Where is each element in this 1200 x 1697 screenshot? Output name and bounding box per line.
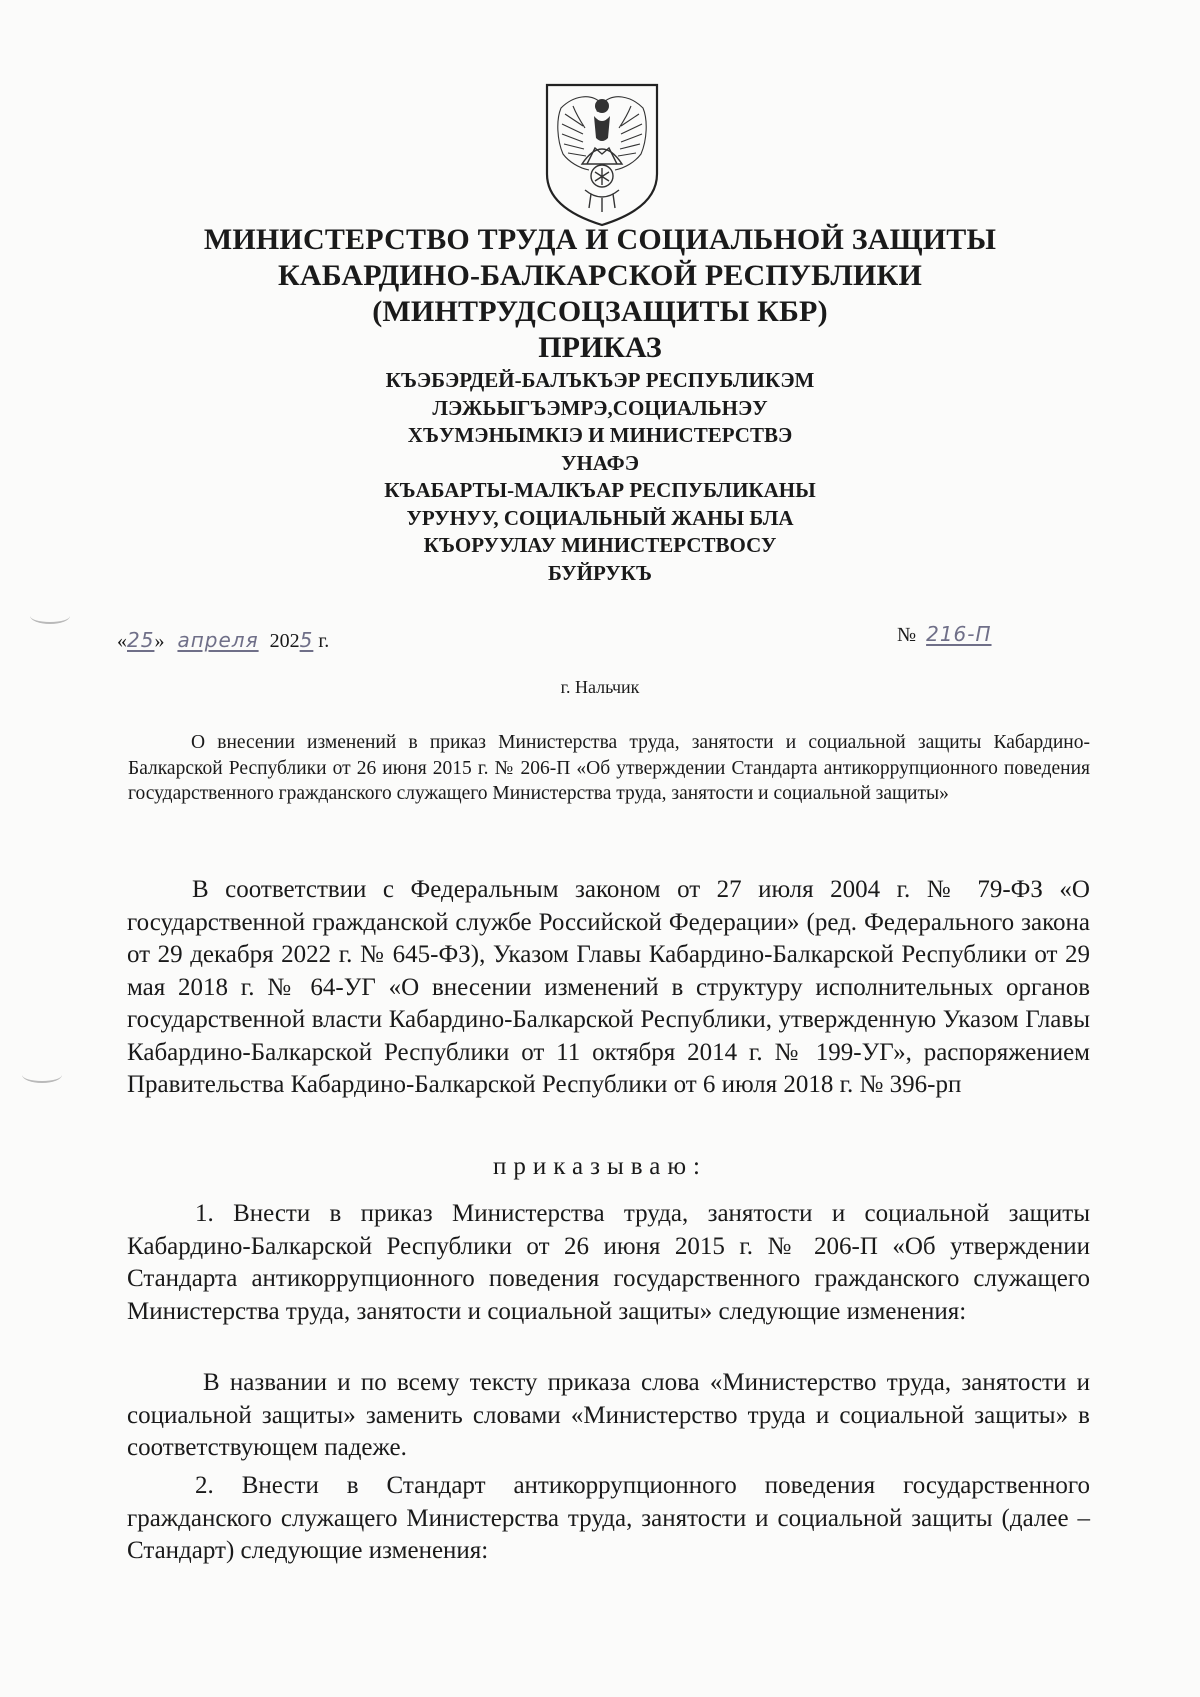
- paragraph-2: 2. Внести в Стандарт антикоррупционного поведения государственного гражданского служащего Министерства труда, занятости и социальной защиты (далее – Стандарт) следующие изменения:: [127, 1472, 1090, 1564]
- order-subject: О внесении изменений в приказ Министерства труда, занятости и социальной защиты Кабардино-Балкарской Республики от 26 июня 2015 г. № 206-П «Об утверждении Стандарта антикоррупционного поведения государственного гражданского служащего Министерства труда, занятости и социальной защиты»: [128, 732, 1090, 804]
- balkar-line-3: КЪОРУУЛАУ МИНИСТЕРСТВОСУ: [423, 533, 777, 557]
- coat-of-arms-icon: [543, 82, 661, 228]
- kabardian-line-2: ЛЭЖЬЫГЪЭМРЭ,СОЦИАЛЬНЭУ: [432, 395, 768, 420]
- balkar-line-2: УРУНУУ, СОЦИАЛЬНЫЙ ЖАНЫ БЛА: [406, 505, 794, 530]
- balkar-line-4: БУЙРУКЪ: [548, 560, 652, 585]
- ministry-name-line-2: КАБАРДИНО-БАЛКАРСКОЙ РЕСПУБЛИКИ: [277, 259, 923, 292]
- city: г. Нальчик: [560, 677, 640, 697]
- ministry-abbreviation: (МИНТРУДСОЦЗАЩИТЫ КБР): [372, 295, 828, 328]
- kabardian-line-4: УНАФЭ: [561, 450, 639, 475]
- date-day: 25: [127, 628, 155, 652]
- balkar-line-1: КЪАБАРТЫ-МАЛКЪАР РЕСПУБЛИКАНЫ: [384, 478, 816, 502]
- order-date: «25» апреля 2025 г.: [117, 628, 330, 652]
- kabardian-line-3: ХЪУМЭНЫМКIЭ И МИНИСТЕРСТВЭ: [407, 423, 793, 447]
- scan-mark: [22, 1067, 62, 1083]
- paragraph-1: 1. Внести в приказ Министерства труда, занятости и социальной защиты Кабардино-Балкарской Республики от 26 июня 2015 г. № 206-П «Об утверждении Стандарта антикоррупционного поведения государственного гражданского служащего Министерства труда, занятости и социальной защиты» следующие изменения:: [127, 1200, 1090, 1325]
- kabardian-line-1: КЪЭБЭРДЕЙ-БАЛЪКЪЭР РЕСПУБЛИКЭМ: [385, 368, 815, 392]
- ministry-name-line-1: МИНИСТЕРСТВО ТРУДА И СОЦИАЛЬНОЙ ЗАЩИТЫ: [203, 223, 997, 256]
- order-number-value: 216-П: [926, 622, 992, 646]
- date-month: апреля: [177, 628, 259, 652]
- date-year-digit: 5: [299, 628, 314, 652]
- paragraph-1-subclause: В названии и по всему тексту приказа слова «Министерство труда, занятости и социальной защиты» заменить словами «Министерство труда и социальной защиты» в соответствующем падеже.: [127, 1369, 1090, 1461]
- order-word: приказываю:: [493, 1153, 707, 1180]
- order-number: № 216-П: [897, 620, 1076, 649]
- preamble-paragraph: В соответствии с Федеральным законом от 27 июля 2004 г. № 79-ФЗ «О государственной гражданской службе Российской Федерации» (ред. Федерального закона от 29 декабря 2022 г. № 645-ФЗ), Указом Главы Кабардино-Балкарской Республики от 29 мая 2018 г. № 64-УГ «О внесении изменений в структуру исполнительных органов государственной власти Кабардино-Балкарской Республики, утвержденную Указом Главы Кабардино-Балкарской Республики от 11 октября 2014 г. № 199-УГ», распоряжением Правительства Кабардино-Балкарской Республики от 6 июля 2018 г. № 396-рп: [127, 876, 1090, 1098]
- scan-mark: [30, 608, 70, 624]
- order-title: ПРИКАЗ: [538, 331, 662, 364]
